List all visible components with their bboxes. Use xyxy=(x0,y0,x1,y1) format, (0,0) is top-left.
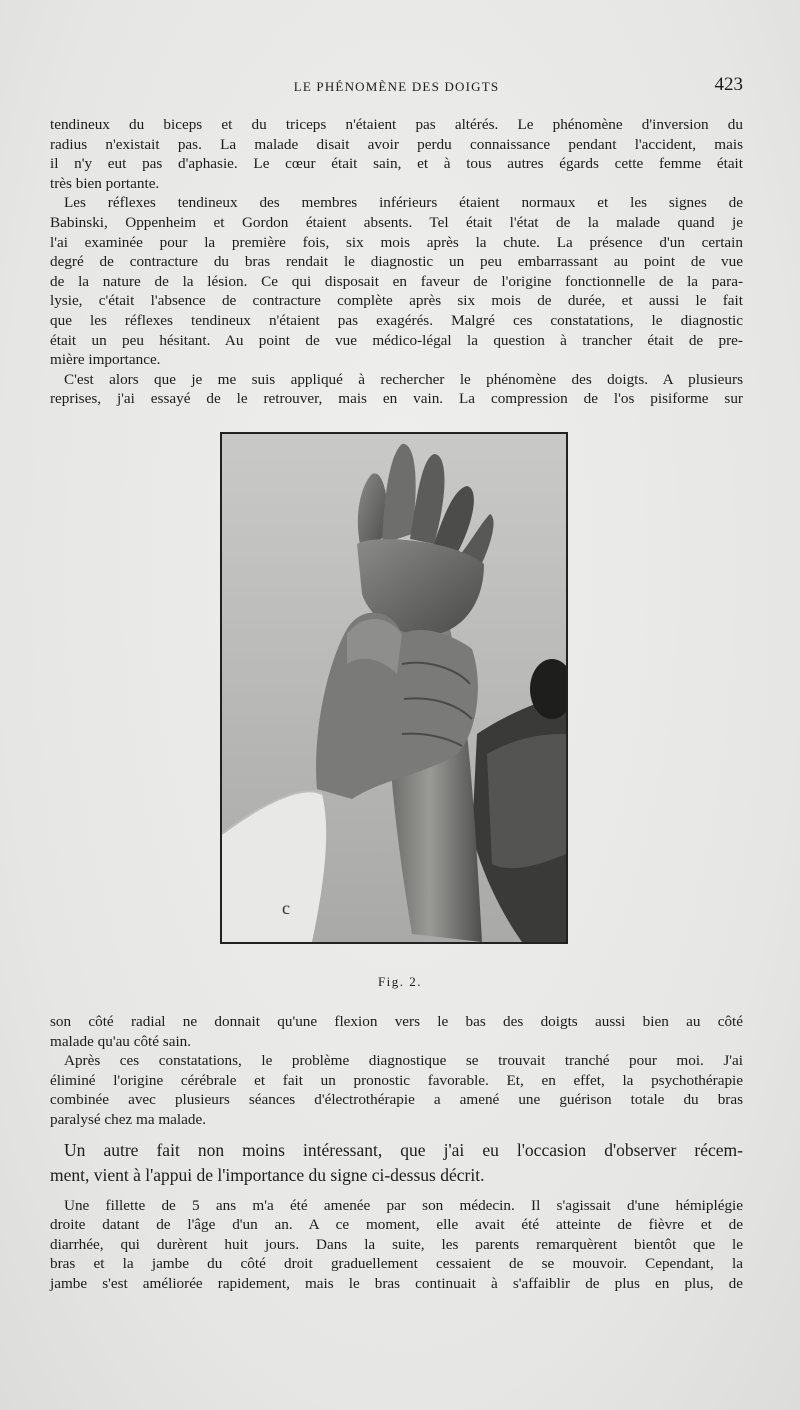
text-line: droite datant de l'âge d'un an. A ce moment, elle avait été atteinte de fièvre et de xyxy=(50,1216,743,1234)
paragraph-gap xyxy=(50,1130,743,1138)
text-line: diarrhée, qui durèrent huit jours. Dans la suite, les parents remarquèrent bientôt que le xyxy=(50,1235,743,1253)
text-line: mière importance. xyxy=(50,351,161,369)
text-line: bras et la jambe du côté droit graduellement cessaient de se mouvoir. Cependant, la xyxy=(50,1255,743,1273)
text-line: Une fillette de 5 ans m'a été amenée par son médecin. Il s'agissait d'une hémiplégie xyxy=(64,1196,743,1214)
text-line: très bien portante. xyxy=(50,174,160,192)
text-line: paralysé chez ma malade. xyxy=(50,1110,207,1128)
text-line: tendineux du biceps et du triceps n'étaient pas altérés. Le phénomène d'inversion du xyxy=(50,116,743,133)
hand-photo-illustration xyxy=(222,434,566,942)
figure-caption: Fig. 2. xyxy=(377,974,423,989)
running-title: LE PHÉNOMÈNE DES DOIGTS xyxy=(293,79,500,94)
text-line: reprises, j'ai essayé de le retrouver, mais en vain. La compression de l'os pisiforme sur xyxy=(50,390,743,408)
text-line: Les réflexes tendineux des membres inférieurs étaient normaux et les signes de xyxy=(64,194,743,212)
text-line: que les réflexes tendineux n'étaient pas exagérés. Malgré ces constatations, le diagnostic xyxy=(50,311,743,329)
paragraph-gap xyxy=(50,1188,743,1196)
text-line: son côté radial ne donnait qu'une flexion vers le bas des doigts aussi bien au côté xyxy=(50,1013,743,1030)
running-head xyxy=(50,74,743,98)
page-number: 423 xyxy=(714,74,743,95)
text-line: de la nature de la lésion. Ce qui disposait en faveur de l'origine fonctionnelle de la para- xyxy=(50,272,743,290)
text-line: il n'y eut pas d'aphasie. Le cœur était sain, et à tous autres égards cette femme était xyxy=(50,155,743,173)
text-line: l'ai examinée pour la première fois, six mois après la chute. La présence d'un certain xyxy=(50,233,743,251)
text-line: Après ces constatations, le problème diagnostique se trouvait tranché pour moi. J'ai xyxy=(64,1052,743,1070)
svg-text:c: c xyxy=(282,898,290,918)
text-line: était un peu hésitant. Au point de vue médico-légal la question à trancher était de pre- xyxy=(50,331,743,349)
text-block-bottom xyxy=(50,1012,743,1294)
intro-paragraph xyxy=(50,1138,743,1188)
text-line: C'est alors que je me suis appliqué à rechercher le phénomène des doigts. A plusieurs xyxy=(64,370,743,388)
text-line: Babinski, Oppenheim et Gordon étaient absents. Tel était l'état de la malade quand je xyxy=(50,213,743,231)
text-line: degré de contracture du bras rendait le diagnostic un peu embarrassant au point de vue xyxy=(50,253,743,271)
text-line: ment, vient à l'appui de l'importance du signe ci-dessus décrit. xyxy=(50,1164,485,1185)
text-line: jambe s'est améliorée rapidement, mais le bras continuait à s'affaiblir de plus en plus, de xyxy=(50,1274,743,1292)
text-line: radius n'existait pas. La malade disait avoir perdu connaissance pendant l'accident, mais xyxy=(50,135,743,153)
figure-photograph xyxy=(220,432,568,944)
text-line: malade qu'au côté sain. xyxy=(50,1032,192,1050)
text-line: combinée avec plusieurs séances d'électrothérapie a amené une guérison totale du bras xyxy=(50,1091,743,1109)
text-line: éliminé l'origine cérébrale et fait un pronostic favorable. Et, en effet, la psychothérapie xyxy=(50,1071,743,1089)
text-line: Un autre fait non moins intéressant, que j'ai eu l'occasion d'observer récem- xyxy=(64,1139,743,1160)
text-block-top xyxy=(50,115,743,409)
text-line: lysie, c'était l'absence de contracture complète après six mois de durée, et aussi le fait xyxy=(50,292,743,310)
